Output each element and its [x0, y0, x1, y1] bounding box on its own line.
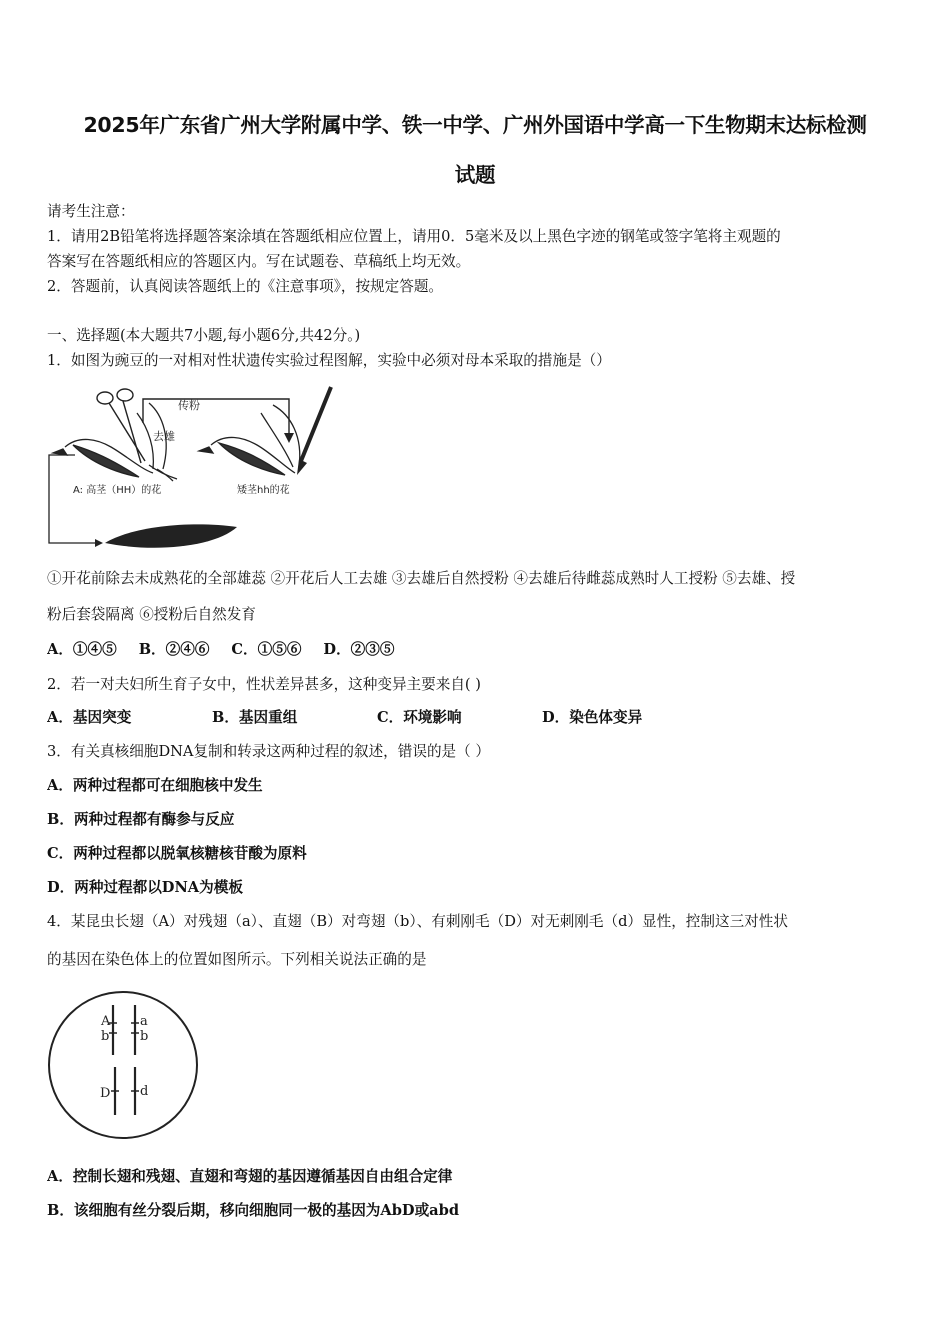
result-arrow: [49, 455, 97, 543]
q4-chromosome-diagram: [45, 985, 205, 1145]
brush-icon: [297, 387, 331, 475]
q1-statements-continued: 粉后套袋隔离 ⑥授粉后自然发育: [47, 606, 256, 623]
q2-option-c: C．环境影响: [377, 709, 462, 726]
q1-pea-hybridization-diagram: [45, 383, 345, 553]
cell-outline: [49, 992, 197, 1138]
q3-option-d: D．两种过程都以DNA为模板: [47, 879, 243, 896]
q4-stem: 4．某昆虫长翅（A）对残翅（a）、直翅（B）对弯翅（b）、有刺刚毛（D）对无刺刚毛（d）显性，控制这三对性状: [47, 913, 788, 930]
q3-stem: 3．有关真核细胞DNA复制和转录这两种过程的叙述，错误的是（ ）: [47, 743, 490, 760]
q3-option-b: B．两种过程都有酶参与反应: [47, 811, 235, 828]
gene-label-A: A: [101, 1014, 111, 1029]
q4-option-b: B．该细胞有丝分裂后期，移向细胞同一极的基因为AbD或abd: [47, 1202, 460, 1219]
q2-stem: 2．若一对夫妇所生育子女中，性状差异甚多，这种变异主要来自( ): [47, 676, 481, 693]
notice-item-1-continued: 答案写在答题纸相应的答题区内。写在试题卷、草稿纸上均无效。: [47, 253, 471, 270]
gene-label-d: d: [140, 1084, 149, 1099]
section-heading: 一、选择题(本大题共7小题,每小题6分,共42分。): [47, 327, 361, 344]
pea-pod-icon: [105, 524, 237, 547]
q2-option-a: A．基因突变: [47, 709, 132, 726]
q4-stem-continued: 的基因在染色体上的位置如图所示。下列相关说法正确的是: [47, 951, 427, 968]
gene-label-b: b: [101, 1029, 110, 1044]
gene-label-a: a: [140, 1014, 148, 1029]
label-emasculation: 去雄: [153, 430, 175, 443]
q1-option-b: B．②④⑥: [138, 641, 210, 658]
notice-item-2: 2．答题前，认真阅读答题纸上的《注意事项》，按规定答题。: [47, 278, 444, 295]
q2-option-b: B．基因重组: [212, 709, 298, 726]
q1-statements: ①开花前除去未成熟花的全部雄蕊 ②开花后人工去雄 ③去雄后自然授粉 ④去雄后待雌蕊成熟时人工授粉 ⑤去雄、授: [47, 570, 796, 587]
q2-option-d: D．染色体变异: [542, 709, 643, 726]
gene-label-D: D: [100, 1086, 111, 1101]
notice-item-1: 1．请用2B铅笔将选择题答案涂填在答题纸相应位置上，请用0．5毫米及以上黑色字迹的钢笔或签字笔将主观题的: [47, 228, 781, 245]
label-pollination: 传粉: [178, 399, 200, 412]
q1-option-c: C．①⑤⑥: [231, 641, 302, 658]
q1-option-a: A．①④⑤: [47, 641, 117, 658]
q1-option-d: D．②③⑤: [323, 641, 395, 658]
gene-label-b: b: [140, 1029, 149, 1044]
page-title-continued: 试题: [454, 163, 496, 187]
forceps-icon: [97, 389, 145, 463]
label-short-flower: 矮茎hh的花: [237, 485, 290, 496]
page-title: 2025年广东省广州大学附属中学、铁一中学、广州外国语中学高一下生物期末达标检测: [83, 113, 867, 137]
q1-options: [47, 640, 905, 660]
q4-option-a: A．控制长翅和残翅、直翅和弯翅的基因遵循基因自由组合定律: [47, 1168, 453, 1185]
q3-option-c: C．两种过程都以脱氧核糖核苷酸为原料: [47, 845, 307, 862]
label-tall-flower: A: 高茎（HH）的花: [73, 485, 162, 496]
q3-option-a: A．两种过程都可在细胞核中发生: [47, 777, 263, 794]
q2-options: [47, 708, 905, 728]
notice-heading: 请考生注意：: [47, 203, 135, 220]
short-pea-flower-icon: [199, 405, 300, 475]
q1-stem: 1．如图为豌豆的一对相对性状遗传实验过程图解，实验中必须对母本采取的措施是（）: [47, 352, 611, 369]
